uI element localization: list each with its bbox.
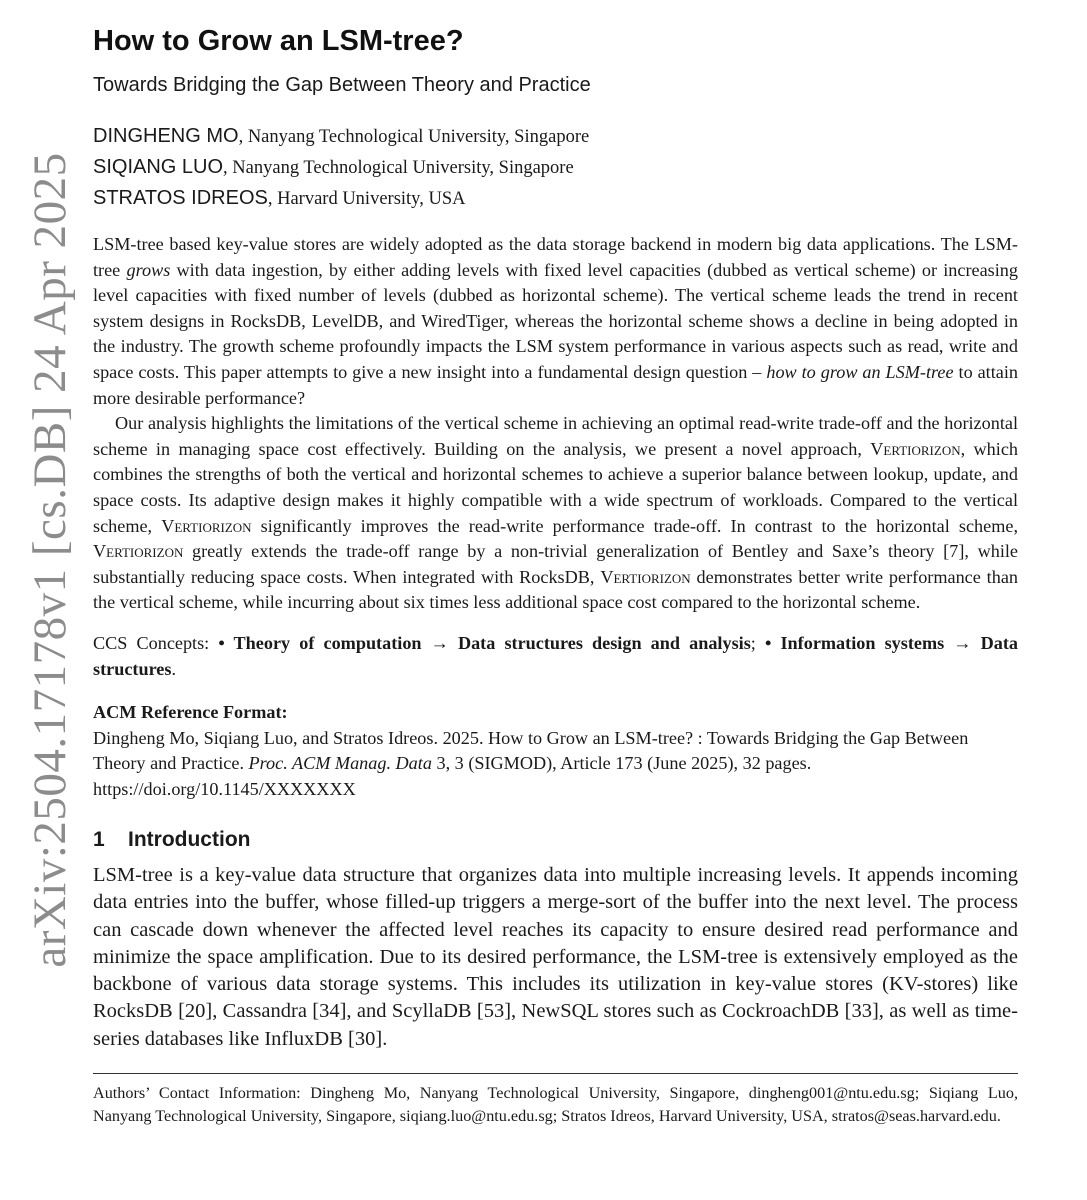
footnote-rule [93,1073,1018,1074]
abstract-paragraph-1: LSM-tree based key-value stores are widely adopted as the data storage backend in modern big data applications. The LSM-tree grows with data ingestion, by either adding levels with fixed level capacities (dubbed as vertical scheme) or increasing level capacities with fixed number of levels (dubbed as horizontal scheme). The vertical scheme leads the trend in recent system designs in RocksDB, LevelDB, and WiredTiger, whereas the horizontal scheme shows a decline in being adopted in the industry. The growth scheme profoundly impacts the LSM system performance in various aspects such as read, write and space costs. This paper attempts to give a new insight into a fundamental design question – how to grow an LSM-tree to attain more desirable performance? [93,234,1019,408]
paper-title: How to Grow an LSM-tree? [93,25,464,57]
author-entry: DINGHENG MO, Nanyang Technological University, Singapore [93,125,590,147]
author-affiliation: Nanyang Technological University, Singapore [232,158,574,178]
abstract-paragraph-2: Our analysis highlights the limitations of the vertical scheme in achieving an optimal read-write trade-off and the horizontal scheme in managing space cost effectively. Building on the analysis, we present a novel approach, Vertiorizon, which combines the strengths of both the vertical and horizontal schemes to achieve a superior balance between lookup, update, and space costs. Its adaptive design makes it highly compatible with a wide spectrum of workloads. Compared to the vertical scheme, Vertiorizon significantly improves the read-write performance trade-off. In contrast to the horizontal scheme, Vertiorizon greatly extends the trade-off range by a non-trivial generalization of Bentley and Saxe’s theory [7], while substantially reducing space costs. When integrated with RocksDB, Vertiorizon demonstrates better write performance than the vertical scheme, while incurring about six times less additional space cost compared to the horizontal scheme. [93,413,1018,613]
author-list [93,121,1018,214]
acm-reference-text: Dingheng Mo, Siqiang Luo, and Stratos Idreos. 2025. How to Grow an LSM-tree? : Towards Bridging the Gap Between Theory and Practice. Proc. ACM Manag. Data 3, 3 (SIGMOD), Article 173 (June 2025), 32 pages. [93,727,969,774]
author-affiliation: Harvard University, USA [277,189,466,209]
author-name: DINGHENG MO [93,125,239,147]
system-name: Vertiorizon [600,566,691,587]
author-name: STRATOS IDREOS [93,187,268,209]
author-entry: STRATOS IDREOS, Harvard University, USA [93,187,466,209]
arxiv-identifier-stamp: arXiv:2504.17178v1 [cs.DB] 24 Apr 2025 [24,152,76,968]
acm-reference-heading: ACM Reference Format: [93,701,288,722]
system-name: Vertiorizon [161,515,252,536]
ccs-concepts: CCS Concepts: • Theory of computation → Data structures design and analysis; • Information systems → Data structures. [93,632,1018,679]
author-entry: SIQIANG LUO, Nanyang Technological University, Singapore [93,156,574,178]
system-name: Vertiorizon [870,438,961,459]
abstract [93,232,1018,616]
section-heading-introduction: 1 Introduction [93,828,251,852]
paper-first-page [93,22,1018,1128]
introduction-body [93,862,1018,1052]
paper-subtitle: Towards Bridging the Gap Between Theory and Practice [93,74,591,96]
doi-link[interactable]: https://doi.org/10.1145/XXXXXXX [93,778,356,799]
acm-reference-format [93,700,1018,802]
introduction-paragraph: LSM-tree is a key-value data structure that organizes data into multiple increasing levels. It appends incoming data entries into the buffer, whose filled-up triggers a merge-sort of the buffer into the next level. The process can cascade down whenever the affected level reaches its capacity to ensure desired read performance and minimize the space amplification. Due to its desired performance, the LSM-tree is extensively employed as the backbone of various data storage systems. This includes its utilization in key-value stores (KV-stores) like RocksDB [20], Cassandra [34], and ScyllaDB [53], NewSQL stores such as CockroachDB [33], as well as time-series databases like InfluxDB [30]. [93,864,1018,1050]
author-name: SIQIANG LUO [93,156,224,178]
author-affiliation: Nanyang Technological University, Singapore [247,127,590,147]
system-name: Vertiorizon [93,541,184,562]
author-contact-footnote: Authors’ Contact Information: Dingheng Mo, Nanyang Technological University, Singapore, dingheng001@ntu.edu.sg; Siqiang Luo, Nanyang Technological University, Singapore, siqiang.luo@ntu.edu.sg; Stratos Idreos, Harvard University, USA, stratos@seas.harvard.edu. [93,1083,1018,1125]
